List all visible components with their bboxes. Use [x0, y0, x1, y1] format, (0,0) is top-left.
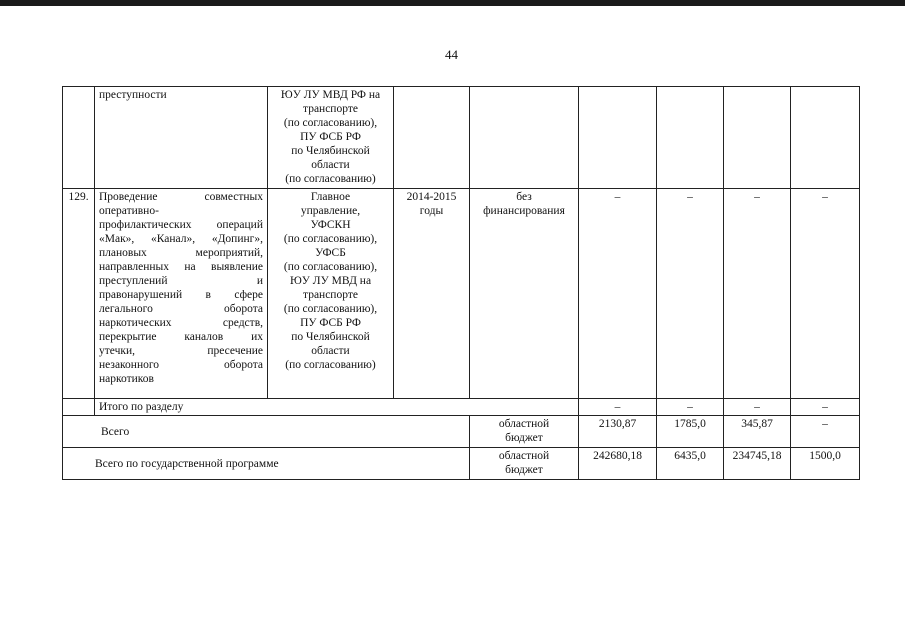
cell-v3: –	[724, 189, 791, 399]
cell-line: финансирования	[483, 205, 565, 217]
cell-num: 129.	[63, 189, 95, 399]
cell-line: управление,	[300, 205, 361, 217]
action-text: преступности	[99, 89, 167, 101]
table-row-total	[63, 416, 860, 448]
cell-line: легального оборота	[99, 303, 263, 315]
cell-line: Главное	[310, 191, 351, 203]
cell-line: направленных на выявление	[99, 261, 263, 273]
cell-line: незаконного оборота	[99, 359, 263, 371]
cell-v1: 242680,18	[579, 448, 657, 480]
cell-action	[95, 189, 268, 399]
cell-line: перекрытие каналов их	[99, 331, 263, 343]
cell-source	[470, 87, 579, 189]
cell-line: наркотиков	[99, 373, 154, 385]
cell-v4: –	[791, 416, 860, 448]
table-row	[63, 189, 860, 399]
cell-line: (по согласованию),	[283, 261, 378, 273]
cell-line: (по согласованию),	[283, 303, 378, 315]
cell-line: УФСКН	[310, 219, 351, 231]
cell-v4: –	[791, 189, 860, 399]
cell-line: наркотических средств,	[99, 317, 263, 329]
table-row	[63, 87, 860, 189]
cell-action	[95, 87, 268, 189]
cell-source	[470, 189, 579, 399]
cell-line: (по согласованию)	[285, 359, 376, 371]
cell-line: (по согласованию),	[283, 233, 378, 245]
cell-line: области	[311, 345, 350, 357]
cell-line: областной	[498, 418, 550, 430]
cell-line: (по согласованию)	[285, 173, 376, 185]
cell-line: УФСБ	[315, 247, 346, 259]
cell-line: плановых мероприятий,	[99, 247, 263, 259]
table-row-section-total	[63, 399, 860, 416]
cell-executor	[268, 87, 394, 189]
total-label: Всего	[63, 416, 470, 448]
cell-v1: 2130,87	[579, 416, 657, 448]
cell-line: 2014-2015	[406, 191, 457, 203]
cell-num	[63, 399, 95, 416]
cell-executor	[268, 189, 394, 399]
cell-line: бюджет	[505, 464, 543, 476]
cell-v4: 1500,0	[791, 448, 860, 480]
cell-line: бюджет	[505, 432, 543, 444]
page-top-edge	[0, 0, 905, 6]
cell-line: ЮУ ЛУ МВД на	[289, 275, 372, 287]
cell-line: транспорте	[303, 103, 358, 115]
cell-line: профилактических операций	[99, 219, 263, 231]
cell-v3	[724, 87, 791, 189]
cell-line: утечки, пресечение	[99, 345, 263, 357]
cell-line: правонарушений в сфере	[99, 289, 263, 301]
cell-line: годы	[419, 205, 444, 217]
cell-v4	[791, 87, 860, 189]
cell-v2: 6435,0	[657, 448, 724, 480]
cell-v2: 1785,0	[657, 416, 724, 448]
cell-line: ЮУ ЛУ МВД РФ на	[280, 89, 381, 101]
cell-v2: –	[657, 189, 724, 399]
cell-v1	[579, 87, 657, 189]
cell-source	[470, 448, 579, 480]
cell-v3: 345,87	[724, 416, 791, 448]
page-number: 44	[445, 47, 458, 62]
cell-line: областной	[498, 450, 550, 462]
program-table	[62, 86, 860, 480]
cell-v2: –	[657, 399, 724, 416]
section-total-label: Итого по разделу	[95, 399, 579, 416]
cell-line: ПУ ФСБ РФ	[300, 317, 361, 329]
cell-line: транспорте	[303, 289, 358, 301]
cell-v3: 234745,18	[724, 448, 791, 480]
cell-line: преступлений и	[99, 275, 263, 287]
cell-line: без	[516, 191, 532, 203]
cell-line: ПУ ФСБ РФ	[300, 131, 361, 143]
cell-term	[394, 189, 470, 399]
table-row-program-total	[63, 448, 860, 480]
cell-line: «Мак», «Канал», «Допинг»,	[99, 233, 263, 245]
cell-term	[394, 87, 470, 189]
cell-line: (по согласованию),	[283, 117, 378, 129]
cell-line: Проведение совместных	[99, 191, 263, 203]
program-total-label: Всего по государственной программе	[63, 448, 470, 480]
cell-line: оперативно-	[99, 205, 159, 217]
cell-v1: –	[579, 399, 657, 416]
cell-line: по Челябинской	[291, 331, 370, 343]
cell-v1: –	[579, 189, 657, 399]
cell-v3: –	[724, 399, 791, 416]
cell-v2	[657, 87, 724, 189]
cell-line: области	[311, 159, 350, 171]
cell-num	[63, 87, 95, 189]
cell-v4: –	[791, 399, 860, 416]
cell-line: по Челябинской	[291, 145, 370, 157]
cell-source	[470, 416, 579, 448]
